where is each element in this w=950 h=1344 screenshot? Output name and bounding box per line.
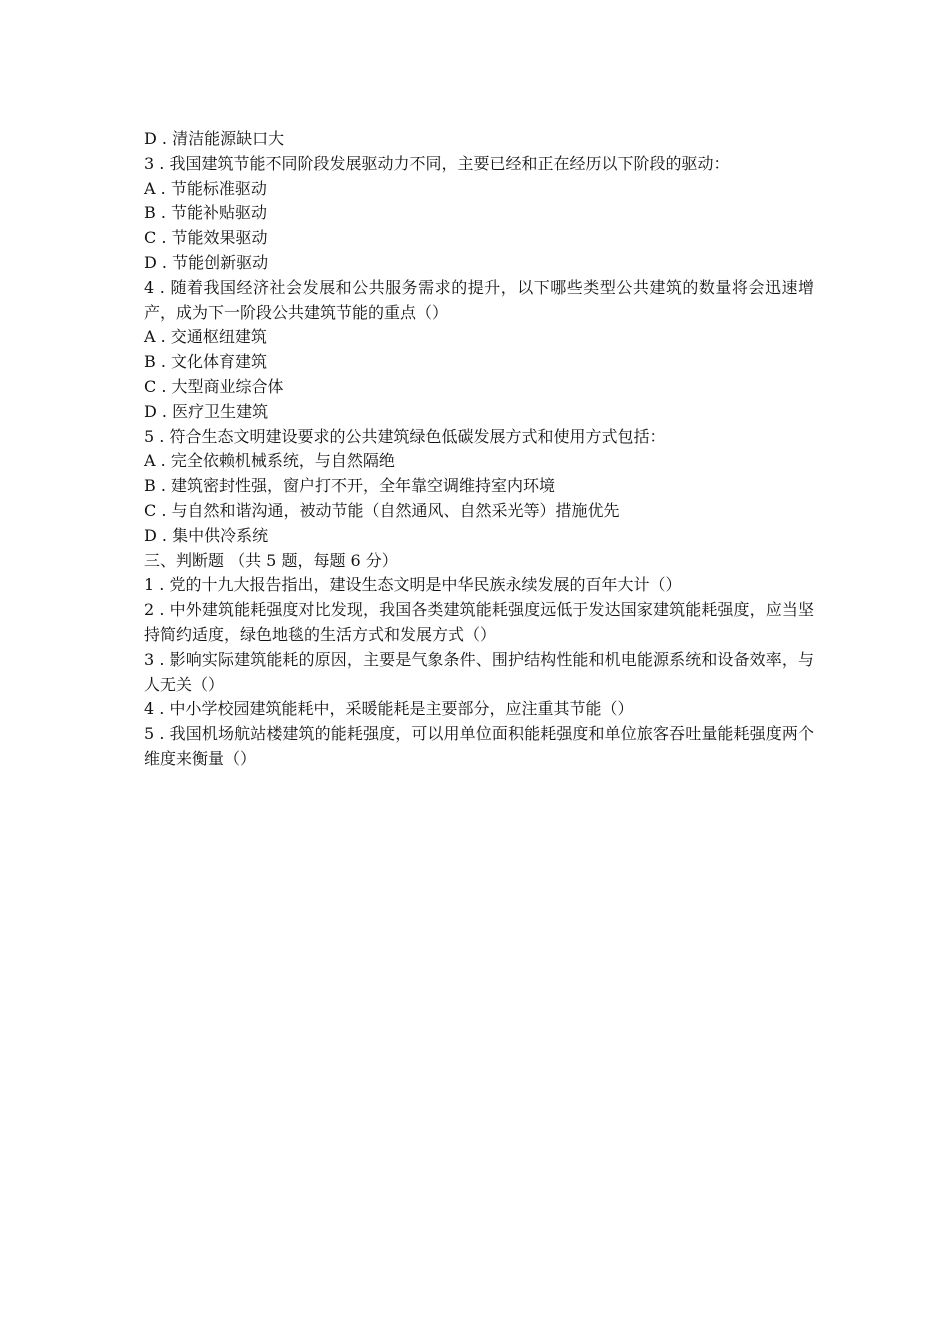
section-heading: 三、判断题 （共 5 题，每题 6 分） bbox=[144, 550, 398, 570]
document-page bbox=[144, 127, 814, 772]
option-d-prev: D . 清洁能源缺口大 bbox=[144, 129, 285, 148]
tf-item-3: 3 . 影响实际建筑能耗的原因，主要是气象条件、围护结构性能和机电能源系统和设备效率，与人无关（） bbox=[144, 649, 814, 694]
q5-option-a: A . 完全依赖机械系统，与自然隔绝 bbox=[144, 451, 395, 471]
q4-option-b: B . 文化体育建筑 bbox=[144, 352, 268, 372]
question-4-text: 4 . 随着我国经济社会发展和公共服务需求的提升，以下哪些类型公共建筑的数量将会迅速增产，成为下一阶段公共建筑节能的重点（） bbox=[144, 277, 814, 322]
tf-item-5: 5 . 我国机场航站楼建筑的能耗强度，可以用单位面积能耗强度和单位旅客吞吐量能耗强度两个维度来衡量（） bbox=[144, 724, 814, 768]
question-3-text: 3 . 我国建筑节能不同阶段发展驱动力不同，主要已经和正在经历以下阶段的驱动： bbox=[144, 153, 730, 173]
q5-option-d: D . 集中供冷系统 bbox=[144, 525, 269, 545]
question-4 bbox=[144, 276, 814, 425]
q5-option-b: B . 建筑密封性强，窗户打不开，全年靠空调维持室内环境 bbox=[144, 476, 556, 496]
tf-item-4: 4 . 中小学校园建筑能耗中，采暖能耗是主要部分，应注重其节能（） bbox=[144, 699, 634, 719]
q3-option-d: D . 节能创新驱动 bbox=[144, 252, 269, 272]
q4-option-c: C . 大型商业综合体 bbox=[144, 376, 284, 396]
question-5 bbox=[144, 425, 814, 549]
q3-option-a: A . 节能标准驱动 bbox=[144, 178, 267, 198]
q5-option-c: C . 与自然和谐沟通，被动节能（自然通风、自然采光等）措施优先 bbox=[144, 500, 620, 520]
q4-option-a: A . 交通枢纽建筑 bbox=[144, 327, 267, 347]
q3-option-c: C . 节能效果驱动 bbox=[144, 228, 268, 248]
section-true-false bbox=[144, 549, 814, 772]
question-3 bbox=[144, 152, 814, 276]
q3-option-b: B . 节能补贴驱动 bbox=[144, 203, 268, 223]
tf-item-1: 1 . 党的十九大报告指出，建设生态文明是中华民族永续发展的百年大计（） bbox=[144, 575, 682, 595]
question-5-text: 5 . 符合生态文明建设要求的公共建筑绿色低碳发展方式和使用方式包括： bbox=[144, 426, 666, 446]
q4-option-d: D . 医疗卫生建筑 bbox=[144, 401, 269, 421]
tf-item-2: 2 . 中外建筑能耗强度对比发现，我国各类建筑能耗强度远低于发达国家建筑能耗强度，应当坚持简约适度，绿色地毯的生活方式和发展方式（） bbox=[144, 600, 814, 644]
